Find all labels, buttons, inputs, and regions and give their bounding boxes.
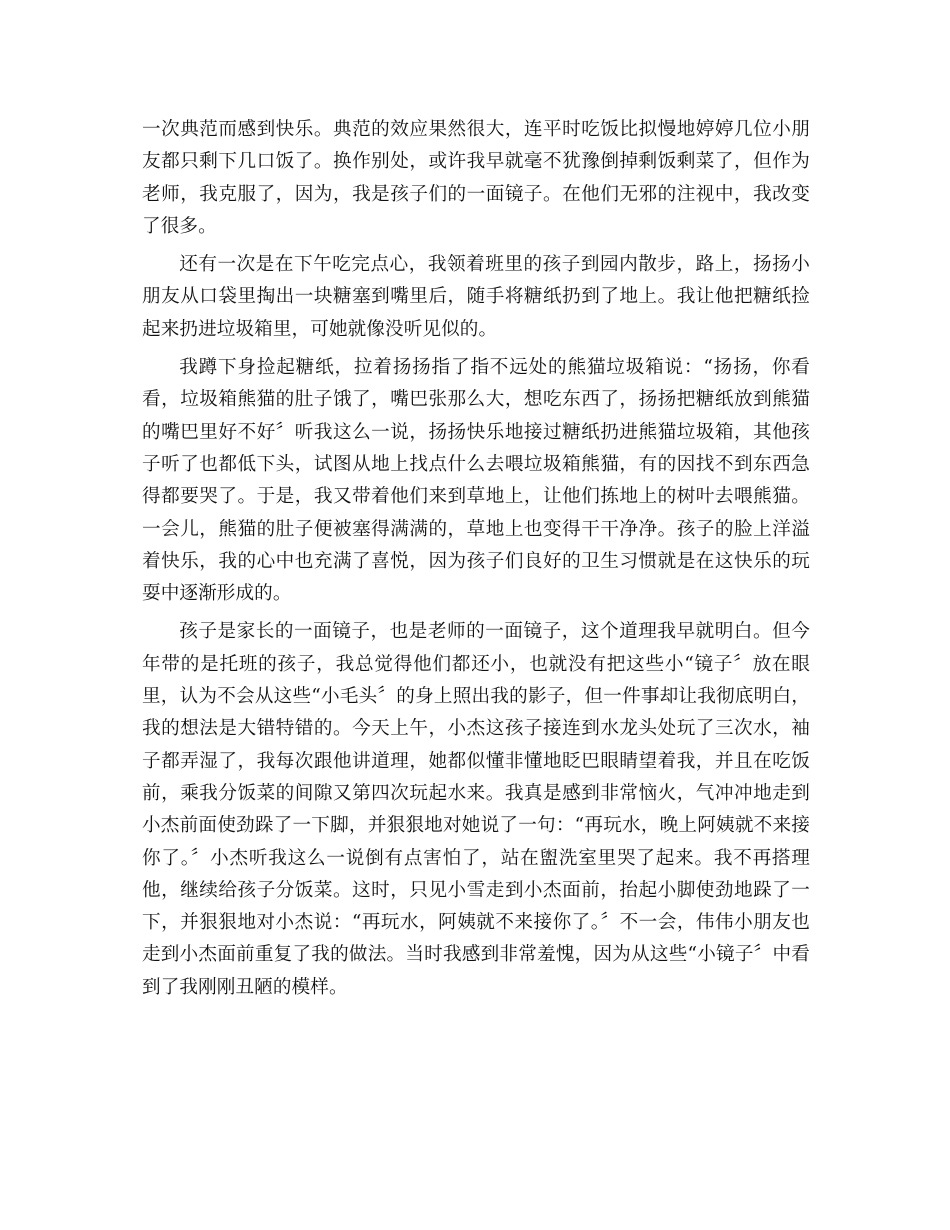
paragraph-4: 孩子是家长的一面镜子，也是老师的一面镜子，这个道理我早就明白。但今年带的是托班的孩子，我总觉得他们都还小，也就没有把这些小“镜子〞放在眼里，认为不会从这些“小毛头〞的身上照出我的影子，但一件事却让我彻底明白，我的想法是大错特错的。今天上午，小杰这孩子接连到水龙头处玩了三次水，袖子都弄湿了，我每次跟他讲道理，她都似懂非懂地眨巴眼睛望着我，并且在吃饭前，乘我分饭菜的间隙又第四次玩起水来。我真是感到非常恼火，气冲冲地走到小杰前面使劲跺了一下脚，并狠狠地对她说了一句：“再玩水，晚上阿姨就不来接你了。〞小杰听我这么一说倒有点害怕了，站在盥洗室里哭了起来。我不再搭理他，继续给孩子分饭菜。这时，只见小雪走到小杰面前，抬起小脚使劲地跺了一下，并狠狠地对小杰说：“再玩水，阿姨就不来接你了。〞不一会，伟伟小朋友也走到小杰面前重复了我的做法。当时我感到非常羞愧，因为从这些“小镜子〞中看到了我刚刚丑陋的模样。 (142, 621, 810, 998)
paragraph-3: 我蹲下身捡起糖纸，拉着扬扬指了指不远处的熊猫垃圾箱说：“扬扬，你看看，垃圾箱熊猫的肚子饿了，嘴巴张那么大，想吃东西了，扬扬把糖纸放到熊猫的嘴巴里好不好〞听我这么一说，扬扬快乐地接过糖纸扔进熊猫垃圾箱，其他孩子听了也都低下头，试图从地上找点什么去喂垃圾箱熊猫，有的因找不到东西急得都要哭了。于是，我又带着他们来到草地上，让他们拣地上的树叶去喂熊猫。一会儿，熊猫的肚子便被塞得满满的，草地上也变得干干净净。孩子的脸上洋溢着快乐，我的心中也充满了喜悦，因为孩子们良好的卫生习惯就是在这快乐的玩耍中逐渐形成的。 (142, 357, 810, 605)
document-body (142, 114, 810, 1010)
paragraph-1: 一次典范而感到快乐。典范的效应果然很大，连平时吃饭比拟慢地婷婷几位小朋友都只剩下几口饭了。换作别处，或许我早就毫不犹豫倒掉剩饭剩菜了，但作为老师，我克服了，因为，我是孩子们的一面镜子。在他们无邪的注视中，我改变了很多。 (142, 119, 810, 237)
paragraph-2: 还有一次是在下午吃完点心，我领着班里的孩子到园内散步，路上，扬扬小朋友从口袋里掏出一块糖塞到嘴里后，随手将糖纸扔到了地上。我让他把糖纸捡起来扔进垃圾箱里，可她就像没听见似的。 (142, 254, 810, 340)
